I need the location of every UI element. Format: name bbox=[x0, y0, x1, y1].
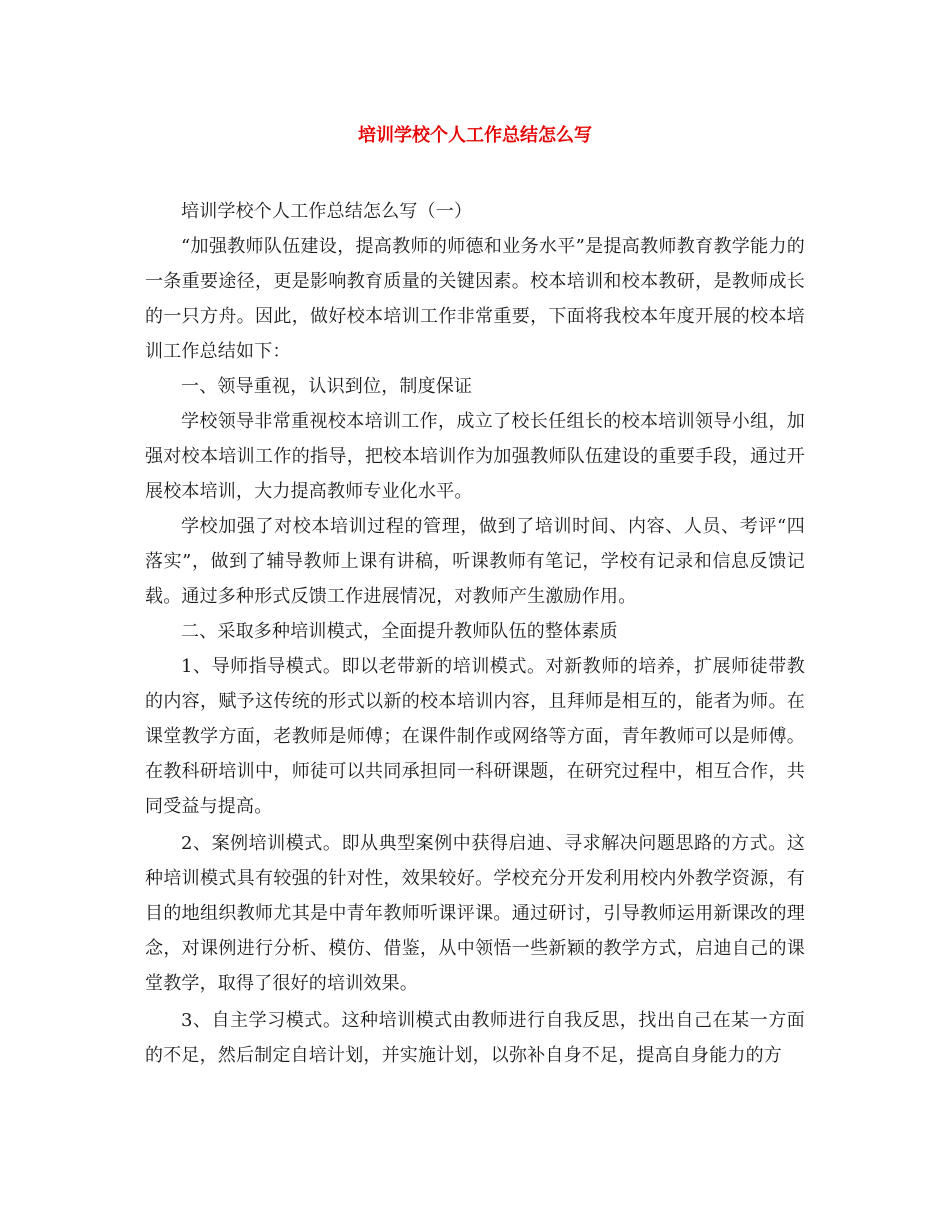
paragraph: 2、案例培训模式。即从典型案例中获得启迪、寻求解决问题思路的方式。这种培训模式具有较强的针对性，效果较好。学校充分开发利用校内外教学资源，有目的地组织教师尤其是中青年教师听课评课。通过研讨，引导教师运用新课改的理念，对课例进行分析、模仿、借鉴，从中领悟一些新颖的教学方式，启迪自己的课堂教学，取得了很好的培训效果。 bbox=[145, 833, 805, 994]
section-heading-1: 一、领导重视，认识到位，制度保证 bbox=[181, 376, 473, 397]
paragraph: 1、导师指导模式。即以老带新的培训模式。对新教师的培养，扩展师徒带教的内容，赋予这传统的形式以新的校本培训内容，且拜师是相互的，能者为师。在课堂教学方面，老教师是师傅；在课件制作或网络等方面，青年教师可以是师傅。在教科研培训中，师徒可以共同承担同一科研课题，在研究过程中，相互合作，共同受益与提高。 bbox=[145, 656, 805, 817]
paragraph: 3、自主学习模式。这种培训模式由教师进行自我反思，找出自己在某一方面的不足，然后制定自培计划，并实施计划，以弥补自身不足，提高自身能力的方 bbox=[145, 1010, 805, 1066]
paragraph-heading: 培训学校个人工作总结怎么写（一） bbox=[181, 201, 473, 222]
paragraph-intro: “加强教师队伍建设，提高教师的师德和业务水平”是提高教师教育教学能力的一条重要途径，更是影响教育质量的关键因素。校本培训和校本教研，是教师成长的一只方舟。因此，做好校本培训工作非常重要，下面将我校本年度开展的校本培训工作总结如下： bbox=[145, 236, 805, 362]
paragraph: 学校领导非常重视校本培训工作，成立了校长任组长的校本培训领导小组，加强对校本培训工作的指导，把校本培训作为加强教师队伍建设的重要手段，通过开展校本培训，大力提高教师专业化水平。 bbox=[145, 411, 805, 502]
document-title: 培训学校个人工作总结怎么写 bbox=[358, 125, 592, 146]
section-heading-2: 二、采取多种培训模式，全面提升教师队伍的整体素质 bbox=[181, 621, 618, 642]
paragraph: 学校加强了对校本培训过程的管理，做到了培训时间、内容、人员、考评“四落实”，做到了辅导教师上课有讲稿，听课教师有笔记，学校有记录和信息反馈记载。通过多种形式反馈工作进展情况，对教师产生激励作用。 bbox=[145, 516, 805, 607]
document-body bbox=[145, 194, 805, 1073]
